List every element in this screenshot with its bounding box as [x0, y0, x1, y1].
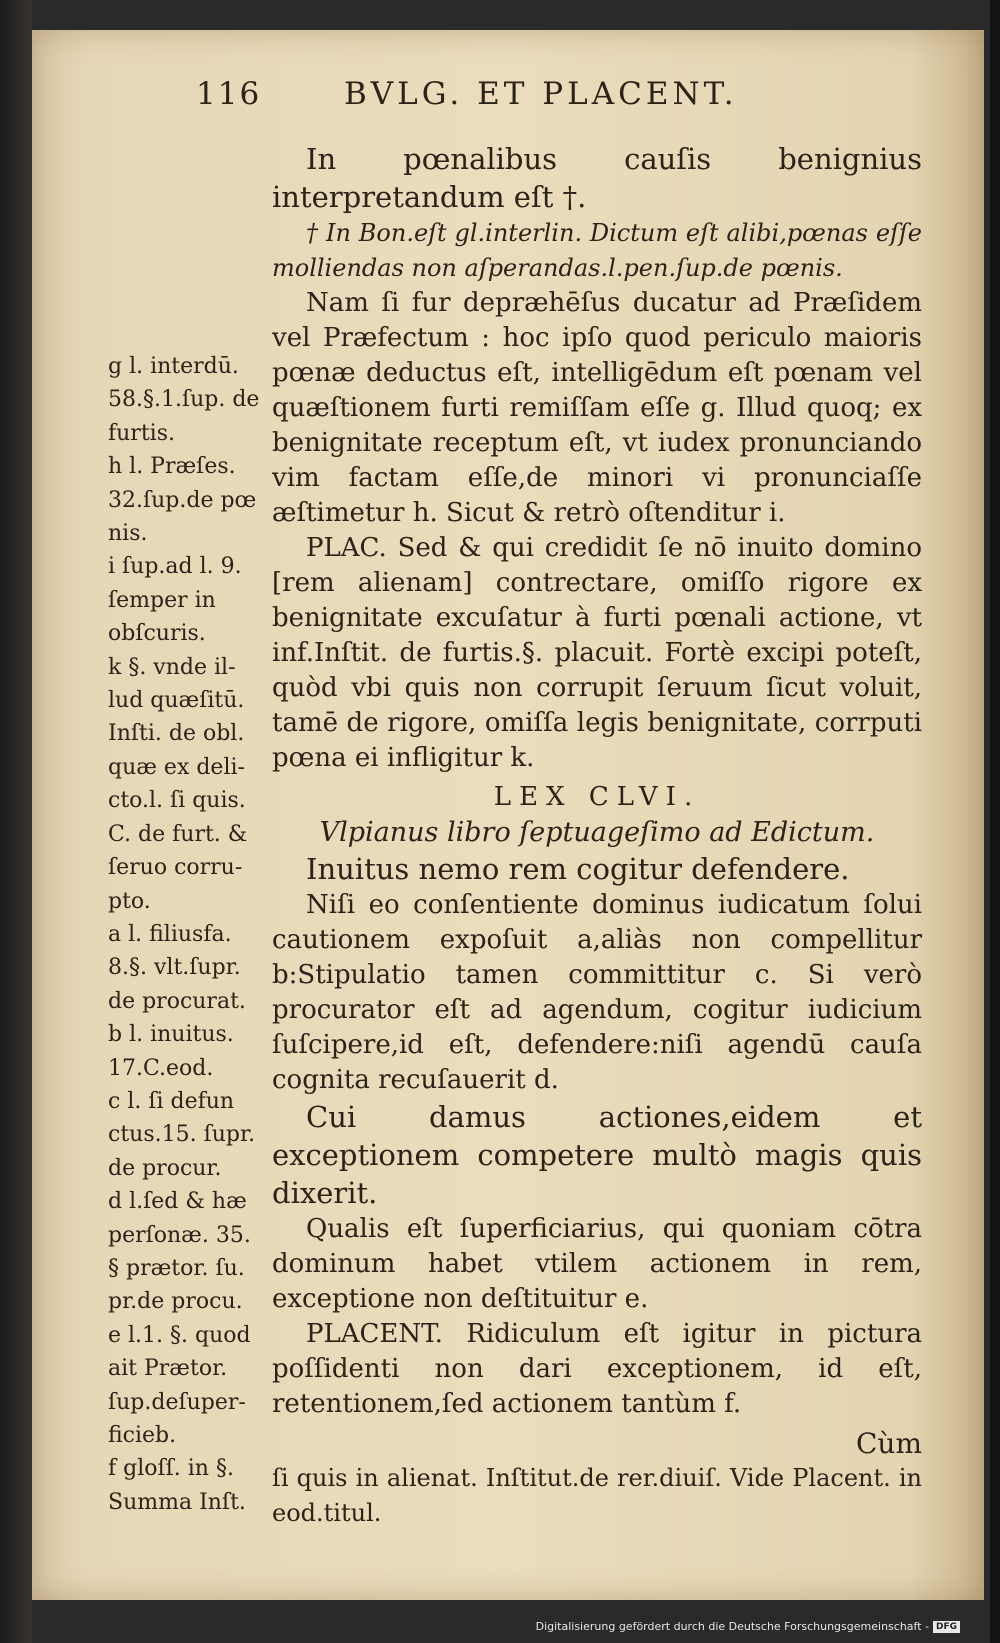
margin-note-line: obſcuris. [108, 621, 206, 647]
maxim-paragraph: Cui damus actiones,eidem et exceptionem competere multò magis quis dixerit. [272, 1100, 922, 1210]
scan-edge-left [0, 0, 32, 1643]
margin-note-line: pto. [108, 888, 151, 914]
dfg-logo-icon[interactable]: DFG [933, 1621, 960, 1633]
margin-note-line: pr.de procu. [108, 1289, 243, 1315]
margin-note-line: lud quæſitū. [108, 688, 245, 714]
margin-note-line: e l.1. §. quod [108, 1322, 251, 1348]
margin-note-line: Inſti. de obl. [108, 721, 245, 747]
main-text-block [272, 140, 922, 1531]
lex-source: Vlpianus libro ſeptuageſimo ad Edictum. [319, 817, 875, 848]
margin-note-line: a l. filiusfa. [108, 921, 232, 947]
margin-note-line: h l. Præſes. [108, 454, 236, 480]
scan-edge-right [990, 0, 1000, 1643]
margin-note-line: i ſup.ad l. 9. [108, 554, 242, 580]
body-paragraph: Nam ſi fur depræhēſus ducatur ad Præſidem vel Præfectum : hoc ipſo quod periculo maioris pœnæ deductus eſt, intelligēdum eſt pœnam vel quæſtionem furti remiſſam eſſe g. Illud quoq; ex benignitate receptum eſt, vt iudex pronunciando vim factam eſſe,de minori vi pronunciaſſe æſtimetur h. Sicut & retrò oſtenditur i. [272, 288, 922, 528]
maxim-paragraph: Inuitus nemo rem cogitur defendere. [306, 852, 850, 886]
margin-note-line: de procurat. [108, 988, 246, 1014]
margin-note-line: ctus.15. ſupr. [108, 1122, 256, 1148]
margin-note-line: de procur. [108, 1155, 222, 1181]
margin-note-line: g l. interdū. [108, 354, 239, 379]
digitization-credit-text: Digitalisierung gefördert durch die Deutsche Forschungsgemeinschaft - [535, 1620, 929, 1633]
body-paragraph: Niſi eo conſentiente dominus iudicatum ſolui cautionem expoſuit a,aliàs non compellitur b:Stipulatio tamen committitur c. Si verò procurator eſt ad agendum, cogitur iudicium ſuſcipere,id eſt, defendere:niſi agendū cauſa cognita recuſauerit d. [272, 890, 922, 1095]
maxim-paragraph: In pœnalibus cauſis benignius interpretandum eſt †. [272, 142, 922, 214]
lex-heading: LEX CLVI. [493, 782, 701, 812]
margin-note-line: 32.ſup.de pœ [108, 487, 257, 513]
margin-note-line: ſup.deſuper- [108, 1389, 246, 1415]
margin-note-line: § prætor. ſu. [108, 1255, 245, 1281]
gloss-paragraph: † In Bon.eſt gl.interlin. Dictum eſt alibi,pœnas eſſe molliendas non aſperandas.l.pen.ſup.de pœnis. [272, 219, 922, 282]
page-number: 116 [196, 76, 262, 112]
margin-note-line: C. de furt. & [108, 821, 248, 847]
margin-note-line: c l. ſi defun [108, 1088, 235, 1114]
margin-note-line: quæ ex deli- [108, 754, 245, 780]
margin-note-line: ficieb. [108, 1423, 177, 1448]
margin-note-line: 58.§.1.ſup. de [108, 387, 260, 413]
body-paragraph: PLACENT. Ridiculum eſt igitur in pictura poſſidenti non dari exceptionem, id eſt, retentionem,ſed actionem tantùm f. [272, 1319, 922, 1419]
body-paragraph: Qualis eſt ſuperficiarius, qui quoniam cōtra dominum habet vtilem actionem in rem, exceptione non deſtituitur e. [272, 1214, 922, 1314]
margin-note-line: furtis. [108, 420, 175, 446]
page-header [196, 76, 896, 120]
footnote-line: ſi quis in alienat. Inſtitut.de rer.diuiſ. Vide Placent. in eod.titul. [272, 1464, 922, 1527]
margin-note-line: Summa Inſt. [108, 1489, 246, 1515]
margin-note-line: ſeruo corru- [108, 855, 243, 881]
body-paragraph: PLAC. Sed & qui credidit ſe nō inuito domino [rem alienam] contrectare, omiſſo rigore ex benignitate excuſatur à furti pœnali actione, vt inf.Inſtit. de furtis.§. placuit. Fortè excipi poteſt, quòd vbi quis non corrupit ſeruum ſicut voluit, tamē de rigore, omiſſa legis benignitate, corrputi pœna ei infligitur k. [272, 533, 922, 773]
margin-note-line: 17.C.eod. [108, 1055, 214, 1081]
catchword: Cùm [855, 1427, 922, 1460]
margin-note-line: cto.l. ſi quis. [108, 788, 246, 814]
margin-note-line: nis. [108, 521, 148, 547]
margin-note-line: d l.ſed & hæ [108, 1189, 247, 1215]
margin-note-line: ſemper in [108, 587, 216, 613]
margin-note-line: b l. inuitus. [108, 1022, 234, 1048]
margin-note-line: f gloſſ. in §. [108, 1456, 234, 1482]
margin-note-line: ait Prætor. [108, 1356, 228, 1382]
margin-note-line: perſonæ. 35. [108, 1222, 251, 1248]
margin-note-line: k §. vnde il- [108, 654, 236, 680]
margin-notes [108, 350, 266, 1519]
digitization-banner [536, 1620, 960, 1633]
running-head: BVLG. ET PLACENT. [344, 76, 738, 112]
margin-note-line: 8.§. vlt.ſupr. [108, 955, 241, 981]
